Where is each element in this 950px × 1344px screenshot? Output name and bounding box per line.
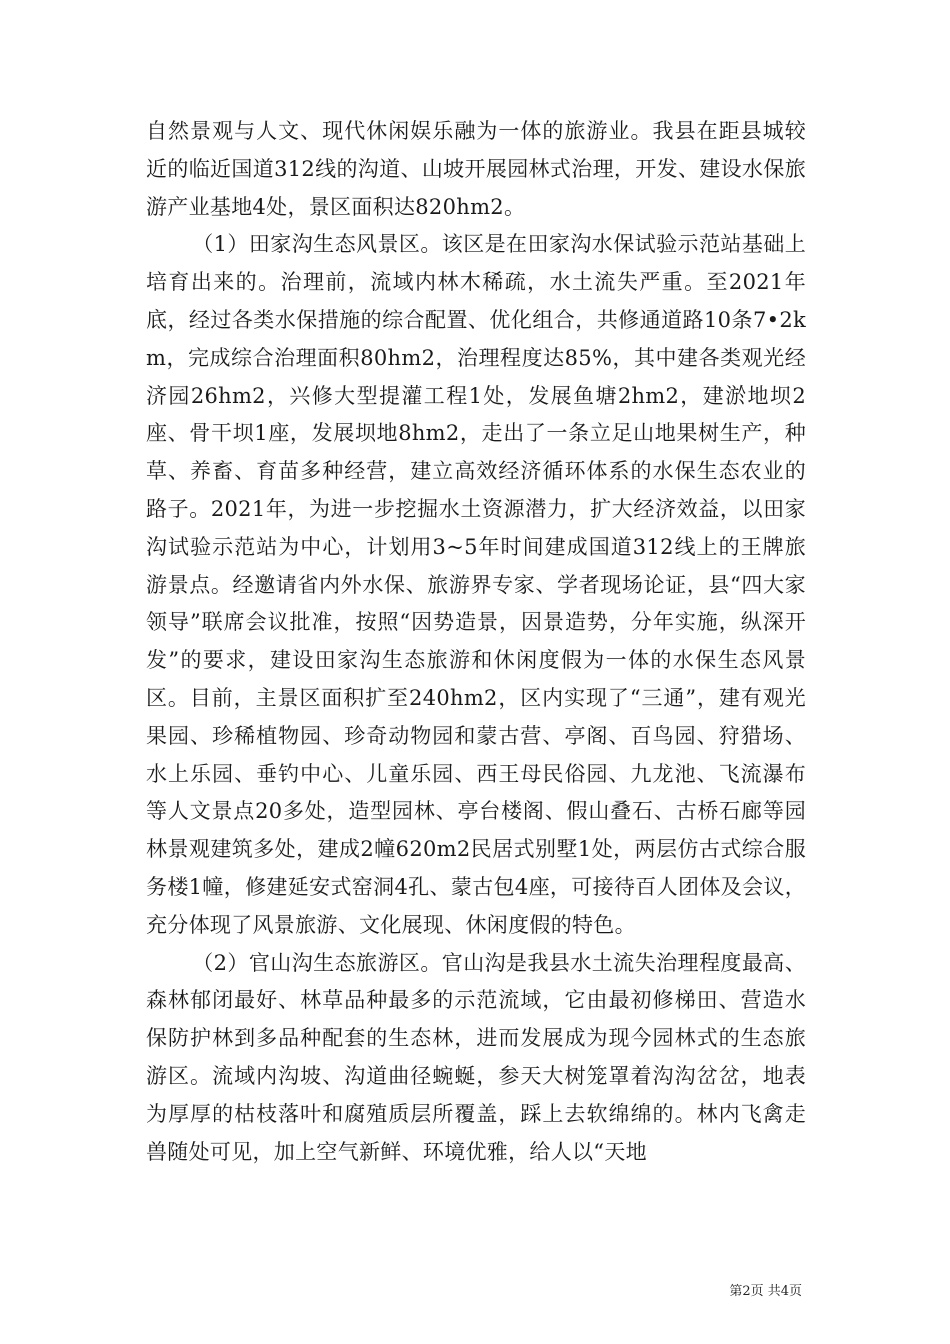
paragraph-tianjiagou: （1）田家沟生态风景区。该区是在田家沟水保试验示范站基础上培育出来的。治理前，流域内林木稀疏，水土流失严重。至2021年底，经过各类水保措施的综合配置、优化组合，共修通道路10条7•2km，完成综合治理面积80hm2，治理程度达85%，其中建各类观光经济园26hm2，兴修大型提灌工程1处，发展鱼塘2hm2，建淤地坝2座、骨干坝1座，发展坝地8hm2，走出了一条立足山地果树生产，种草、养畜、育苗多种经营，建立高效经济循环体系的水保生态农业的路子。2021年，为进一步挖掘水土资源潜力，扩大经济效益，以田家沟试验示范站为中心，计划用3~5年时间建成国道312线上的王牌旅游景点。经邀请省内外水保、旅游界专家、学者现场论证，县“四大家领导”联席会议批准，按照“因势造景，因景造势，分年实施，纵深开发”的要求，建设田家沟生态旅游和休闲度假为一体的水保生态风景区。目前，主景区面积扩至240hm2，区内实现了“三通”，建有观光果园、珍稀植物园、珍奇动物园和蒙古营、亭阁、百鸟园、狩猎场、水上乐园、垂钓中心、儿童乐园、西王母民俗园、九龙池、飞流瀑布等人文景点20多处，造型园林、亭台楼阁、假山叠石、古桥石廊等园林景观建筑多处，建成2幢620m2民居式别墅1处，两层仿古式综合服务楼1幢，修建延安式窑洞4孔、蒙古包4座，可接待百人团体及会议，充分体现了风景旅游、文化展现、休闲度假的特色。 bbox=[146, 232, 806, 937]
page-number: 第2页 共4页 bbox=[729, 1284, 802, 1299]
document-body bbox=[146, 113, 806, 1171]
paragraph-guanshangou: （2）官山沟生态旅游区。官山沟是我县水土流失治理程度最高、森林郁闭最好、林草品种最多的示范流域，它由最初修梯田、营造水保防护林到多品种配套的生态林，进而发展成为现今园林式的生态旅游区。流域内沟坡、沟道曲径蜿蜒，参天大树笼罩着沟沟岔岔，地表为厚厚的枯枝落叶和腐殖质层所覆盖，踩上去软绵绵的。林内飞禽走兽随处可见，加上空气新鲜、环境优雅，给人以“天地 bbox=[146, 950, 806, 1164]
paragraph-intro: 自然景观与人文、现代休闲娱乐融为一体的旅游业。我县在距县城较近的临近国道312线的沟道、山坡开展园林式治理，开发、建设水保旅游产业基地4处，景区面积达820hm2。 bbox=[146, 119, 806, 219]
